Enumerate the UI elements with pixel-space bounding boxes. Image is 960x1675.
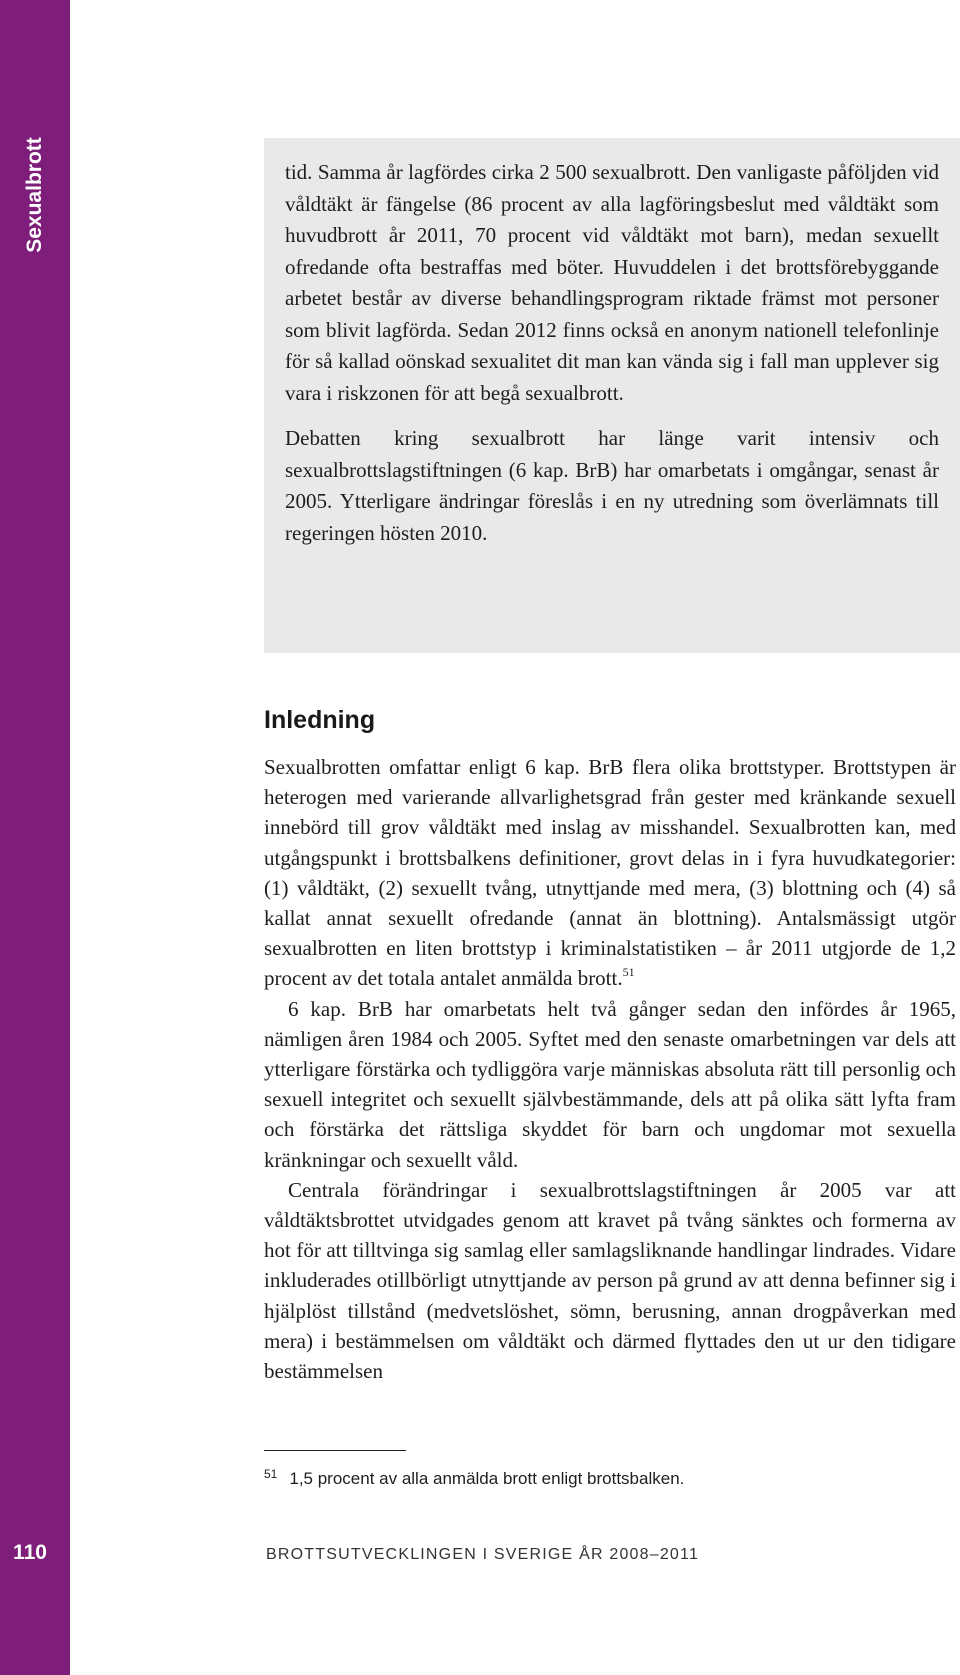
- footnote-number: 51: [264, 1467, 278, 1481]
- chapter-side-bar: [0, 0, 70, 1675]
- summary-paragraph: tid. Samma år lagfördes cirka 2 500 sexualbrott. Den vanligaste påföljden vid våldtäkt är fängelse (86 procent av alla lagföringsbeslut med våldtäkt som huvudbrott år 2011, 70 procent vid våldtäkt mot barn), medan sexuellt ofredande ofta bestraffas med böter. Huvuddelen i det brottsförebyggande arbetet består av diverse behandlingsprogram riktade främst mot personer som blivit lagförda. Sedan 2012 finns också en anonym nationell telefonlinje för så kallad oönskad sexualitet dit man kan vända sig i fall man upplever sig vara i riskzonen för att begå sexualbrott.: [285, 160, 939, 405]
- section-heading: Inledning: [264, 706, 376, 734]
- summary-paragraph: Debatten kring sexualbrott har länge varit intensiv och sexualbrottslagstiftningen (6 kap. BrB) har omarbetats i omgångar, senast år 2005. Ytterligare ändringar föreslås i en ny utredning som överlämnats till regeringen hösten 2010.: [285, 426, 939, 545]
- footnote-divider: [264, 1450, 406, 1451]
- footnote-text: 1,5 procent av alla anmälda brott enligt brottsbalken.: [289, 1469, 685, 1488]
- body-paragraph: 6 kap. BrB har omarbetats helt två gånger sedan den infördes år 1965, nämligen åren 1984 och 2005. Syftet med den senaste omarbetningen var dels att ytterligare förstärka och tydliggöra varje människas absoluta rätt till personlig och sexuell integritet och sexuellt självbestämmande, dels att på olika sätt lyfta fram och förstärka det rättsliga skyddet för barn och ungdomar mot sexuella kränkningar och sexuellt våld.: [264, 996, 956, 1172]
- page-number: 110: [13, 1541, 47, 1564]
- section-body: [264, 752, 956, 1386]
- footnote: [264, 1467, 954, 1489]
- summary-box-text: [285, 157, 939, 549]
- body-paragraph: [264, 752, 956, 994]
- footnote-reference[interactable]: 51: [622, 965, 635, 980]
- running-footer: BROTTSUTVECKLINGEN I SVERIGE ÅR 2008–2011: [266, 1546, 700, 1563]
- body-paragraph-text: Sexualbrotten omfattar enligt 6 kap. BrB flera olika brottstyper. Brottstypen är heterogen med varierande allvarlighetsgrad från gester med kränkande sexuell innebörd till grov våldtäkt med inslag av misshandel. Sexualbrotten kan, med utgångspunkt i brottsbalkens definitioner, grovt delas in i fyra huvudkategorier: (1) våldtäkt, (2) sexuellt tvång, utnyttjande med mera, (3) blottning och (4) så kallat annat sexuellt ofredande (annat än blottning). Antalsmässigt utgör sexualbrotten en liten brottstyp i kriminalstatistiken – år 2011 utgjorde de 1,2 procent av det totala antalet anmälda brott.: [264, 755, 956, 991]
- chapter-title: Sexualbrott: [23, 137, 46, 253]
- body-paragraph: Centrala förändringar i sexualbrottslagstiftningen år 2005 var att våldtäktsbrottet utvidgades genom att kravet på tvång sänktes och formerna av hot för att tilltvinga sig samlag eller samlagsliknande handlingar lindrades. Vidare inkluderades otillbörligt utnyttjande av person på grund av att denna befinner sig i hjälplöst tillstånd (medvetslöshet, sömn, berusning, annan drogpåverkan med mera) i bestämmelsen om våldtäkt och därmed flyttades den ut ur den tidigare bestämmelsen: [264, 1177, 956, 1384]
